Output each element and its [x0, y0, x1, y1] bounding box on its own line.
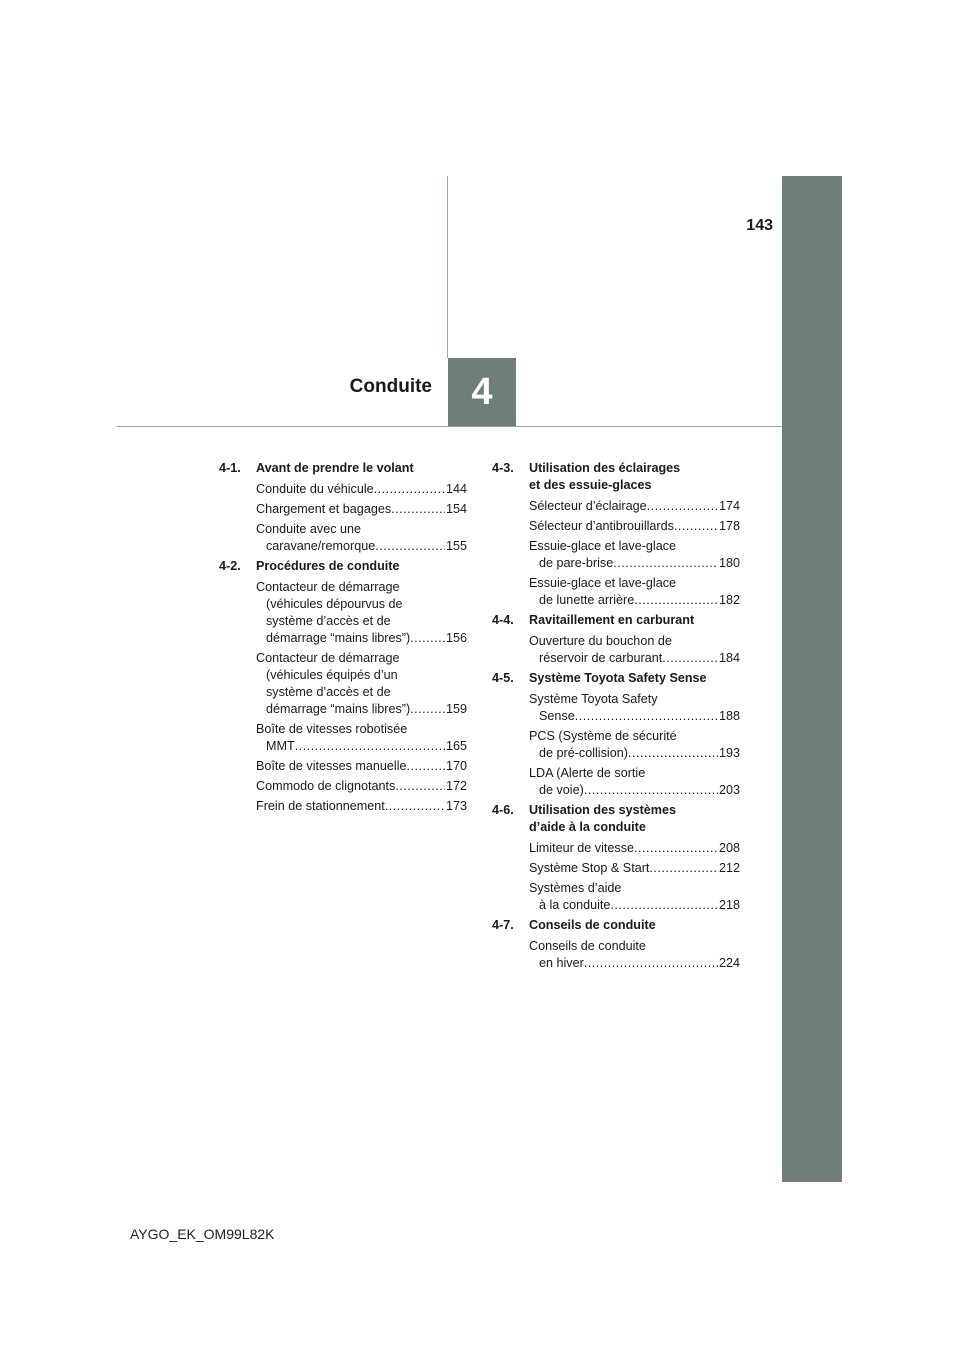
toc-left-column [219, 460, 467, 818]
toc-entry[interactable] [492, 938, 740, 972]
entry-line: Contacteur de démarrage [256, 651, 400, 665]
toc-entry[interactable] [492, 880, 740, 914]
toc-right-column [492, 460, 740, 975]
entry-text: à la conduite [539, 898, 611, 912]
dot-leader [374, 481, 445, 498]
entry-page-number: 208 [718, 841, 740, 855]
entry-line: (véhicules dépourvus de [266, 597, 403, 611]
entry-text: Sense [539, 709, 575, 723]
entry-text: démarrage “mains libres”) [266, 702, 411, 716]
toc-section [492, 612, 740, 667]
entry-page-number: 203 [718, 783, 740, 797]
toc-entry[interactable] [219, 501, 467, 518]
toc-section [492, 802, 740, 914]
toc-entry[interactable] [219, 579, 467, 647]
entry-text: Conduite du véhicule [256, 482, 374, 496]
entry-last-line [529, 782, 740, 799]
entry-page-number: 184 [718, 651, 740, 665]
dot-leader [295, 738, 445, 755]
entry-last-line [256, 701, 467, 718]
entry-text: caravane/remorque [266, 539, 376, 553]
section-number: 4-4. [492, 613, 514, 627]
entry-text: Limiteur de vitesse [529, 841, 634, 855]
entry-text: Commodo de clignotants [256, 779, 396, 793]
entry-page-number: 165 [445, 739, 467, 753]
toc-entry[interactable] [492, 498, 740, 515]
footer-document-id: AYGO_EK_OM99L82K [130, 1226, 275, 1242]
dot-leader [410, 630, 445, 647]
dot-leader [395, 778, 445, 795]
entry-last-line [256, 630, 467, 647]
entry-line: Ouverture du bouchon de [529, 634, 672, 648]
header-horizontal-rule [117, 426, 782, 427]
entry-page-number: 218 [718, 898, 740, 912]
toc-entry[interactable] [492, 765, 740, 799]
section-heading [492, 612, 740, 629]
toc-section [492, 917, 740, 972]
section-number: 4-1. [219, 461, 241, 475]
section-title: Avant de prendre le volant [256, 461, 414, 475]
entry-text: de lunette arrière [539, 593, 635, 607]
dot-leader [674, 518, 718, 535]
section-number: 4-2. [219, 559, 241, 573]
entry-last-line [529, 955, 740, 972]
entry-text: Chargement et bagages [256, 502, 392, 516]
entry-last-line [529, 650, 740, 667]
section-number: 4-7. [492, 918, 514, 932]
section-heading [492, 802, 740, 836]
toc-section [219, 460, 467, 555]
toc-section [219, 558, 467, 815]
entry-line: Essuie-glace et lave-glace [529, 576, 677, 590]
entry-page-number: 193 [718, 746, 740, 760]
toc-entry[interactable] [492, 728, 740, 762]
section-heading [492, 460, 740, 494]
section-heading [492, 670, 740, 687]
chapter-side-tab [782, 176, 842, 1182]
page-number: 143 [746, 217, 773, 234]
toc-entry[interactable] [219, 650, 467, 718]
toc-entry[interactable] [492, 860, 740, 877]
entry-text: Sélecteur d’éclairage [529, 499, 647, 513]
chapter-number-box: 4 [448, 358, 516, 426]
toc-entry[interactable] [219, 798, 467, 815]
section-number: 4-6. [492, 803, 514, 817]
entry-text: Système Stop & Start [529, 861, 650, 875]
entry-page-number: 212 [718, 861, 740, 875]
entry-text: réservoir de carburant [539, 651, 663, 665]
section-number: 4-5. [492, 671, 514, 685]
toc-entry[interactable] [219, 521, 467, 555]
section-heading [219, 558, 467, 575]
entry-line: Contacteur de démarrage [256, 580, 400, 594]
entry-text: de pare-brise [539, 556, 614, 570]
toc-entry[interactable] [492, 575, 740, 609]
section-heading [219, 460, 467, 477]
section-number: 4-3. [492, 461, 514, 475]
entry-line: Conseils de conduite [529, 939, 646, 953]
header-vertical-rule [447, 176, 448, 358]
dot-leader [575, 708, 718, 725]
entry-text: Sélecteur d’antibrouillards [529, 519, 674, 533]
dot-leader [610, 897, 718, 914]
entry-page-number: 154 [445, 502, 467, 516]
entry-last-line [529, 498, 740, 515]
entry-line: (véhicules équipés d’un [266, 668, 398, 682]
dot-leader [375, 538, 445, 555]
dot-leader [647, 498, 718, 515]
entry-last-line [256, 538, 467, 555]
entry-page-number: 170 [445, 759, 467, 773]
toc-section [492, 670, 740, 799]
entry-page-number: 178 [718, 519, 740, 533]
section-title: Ravitaillement en carburant [529, 613, 695, 627]
entry-last-line [256, 758, 467, 775]
entry-line: système d’accès et de [266, 614, 391, 628]
entry-text: Boîte de vitesses manuelle [256, 759, 407, 773]
toc-entry[interactable] [492, 840, 740, 857]
section-title: Utilisation des systèmes d’aide à la conduite [529, 803, 676, 834]
entry-last-line [529, 860, 740, 877]
dot-leader [628, 745, 718, 762]
entry-page-number: 173 [445, 799, 467, 813]
entry-text: Frein de stationnement [256, 799, 385, 813]
entry-line: PCS (Système de sécurité [529, 729, 677, 743]
dot-leader [634, 840, 718, 857]
toc-entry[interactable] [219, 778, 467, 795]
entry-text: démarrage “mains libres”) [266, 631, 411, 645]
dot-leader [391, 501, 445, 518]
toc-entry[interactable] [492, 691, 740, 725]
entry-last-line [256, 778, 467, 795]
entry-line: LDA (Alerte de sortie [529, 766, 646, 780]
entry-line: Boîte de vitesses robotisée [256, 722, 408, 736]
toc-entry[interactable] [219, 758, 467, 775]
toc-entry[interactable] [492, 518, 740, 535]
entry-line: système d’accès et de [266, 685, 391, 699]
entry-page-number: 156 [445, 631, 467, 645]
section-title: Procédures de conduite [256, 559, 400, 573]
chapter-title: Conduite [349, 376, 432, 397]
entry-last-line [256, 798, 467, 815]
entry-page-number: 180 [718, 556, 740, 570]
entry-last-line [256, 738, 467, 755]
entry-page-number: 182 [718, 593, 740, 607]
entry-last-line [529, 592, 740, 609]
entry-line: Système Toyota Safety [529, 692, 658, 706]
toc-entry[interactable] [492, 633, 740, 667]
dot-leader [613, 555, 718, 572]
entry-last-line [529, 518, 740, 535]
entry-page-number: 155 [445, 539, 467, 553]
dot-leader [662, 650, 718, 667]
entry-last-line [529, 897, 740, 914]
entry-text: de voie) [539, 783, 584, 797]
entry-line: Conduite avec une [256, 522, 362, 536]
dot-leader [584, 782, 718, 799]
dot-leader [634, 592, 718, 609]
toc-entry[interactable] [219, 721, 467, 755]
entry-last-line [256, 501, 467, 518]
toc-entry[interactable] [492, 538, 740, 572]
dot-leader [410, 701, 445, 718]
entry-page-number: 224 [718, 956, 740, 970]
entry-page-number: 188 [718, 709, 740, 723]
entry-last-line [256, 481, 467, 498]
dot-leader [407, 758, 445, 775]
entry-text: de pré-collision) [539, 746, 628, 760]
section-title: Système Toyota Safety Sense [529, 671, 707, 685]
entry-last-line [529, 555, 740, 572]
toc-section [492, 460, 740, 609]
entry-line: Essuie-glace et lave-glace [529, 539, 677, 553]
dot-leader [584, 955, 718, 972]
entry-line: Systèmes d’aide [529, 881, 622, 895]
toc-entry[interactable] [219, 481, 467, 498]
section-title: Conseils de conduite [529, 918, 656, 932]
dot-leader [649, 860, 718, 877]
entry-last-line [529, 708, 740, 725]
entry-last-line [529, 745, 740, 762]
entry-page-number: 174 [718, 499, 740, 513]
entry-text: en hiver [539, 956, 584, 970]
entry-text: MMT [266, 739, 295, 753]
dot-leader [385, 798, 445, 815]
section-title: Utilisation des éclairages et des essuie-glaces [529, 461, 681, 492]
entry-last-line [529, 840, 740, 857]
entry-page-number: 159 [445, 702, 467, 716]
section-heading [492, 917, 740, 934]
entry-page-number: 144 [445, 482, 467, 496]
entry-page-number: 172 [445, 779, 467, 793]
